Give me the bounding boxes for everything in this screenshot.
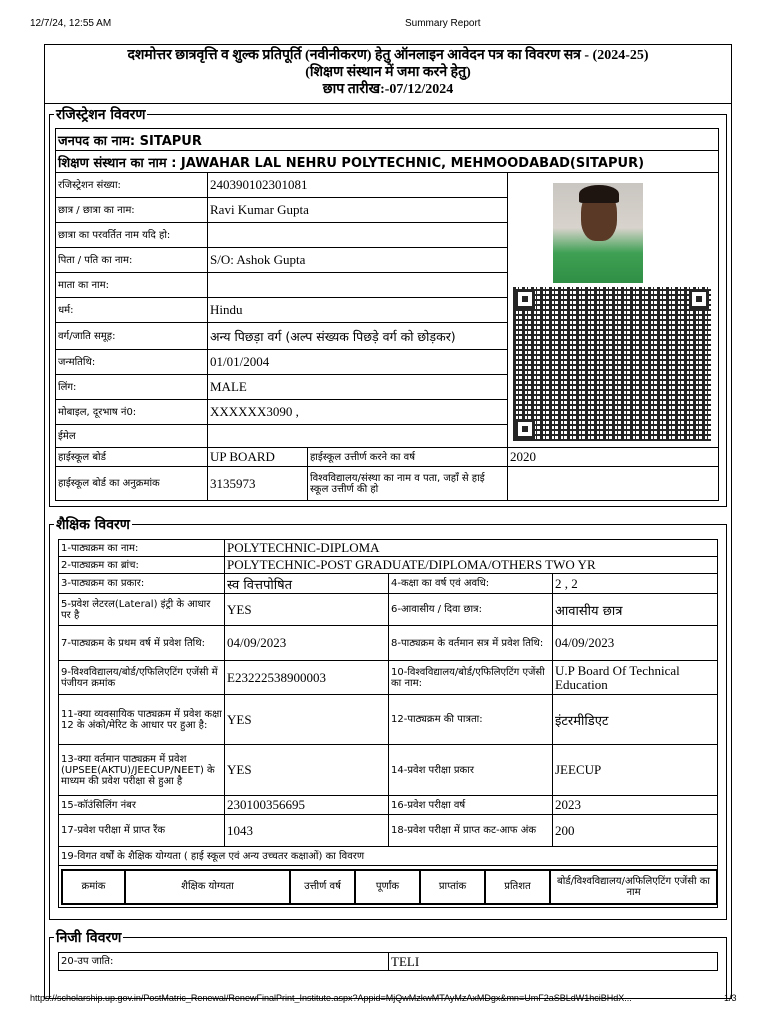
acad-label-3: 3-पाठ्यक्रम का प्रकार: xyxy=(59,574,225,594)
reg-label-8: लिंग: xyxy=(56,375,208,400)
history-header-pass-year: उत्तीर्ण वर्ष xyxy=(290,870,355,904)
subcaste-label: 20-उप जाति: xyxy=(59,953,389,971)
acad-label-11: 11-क्या व्यवसायिक पाठ्यक्रम में प्रवेश कक्षा 12 के अंको/मेरिट के आधार पर हुआ है: xyxy=(59,695,225,745)
acad-value-4: 2 , 2 xyxy=(553,574,718,594)
reg-label-3: पिता / पति का नाम: xyxy=(56,248,208,273)
reg-value-0: 240390102301081 xyxy=(208,173,508,198)
branch-value: POLYTECHNIC-POST GRADUATE/DIPLOMA/OTHERS TWO YR xyxy=(225,557,718,574)
acad-label-6: 6-आवासीय / दिवा छात्र: xyxy=(389,594,553,626)
reg-value-7: 01/01/2004 xyxy=(208,350,508,375)
registration-legend: रजिस्ट्रेशन विवरण xyxy=(56,107,146,123)
district-name: जनपद का नाम: SITAPUR xyxy=(56,129,719,151)
history-header-board: बोर्ड/विश्वविद्यालय/अफिलिएटिंग एजेंसी का नाम xyxy=(550,870,717,904)
acad-value-9: E23222538900003 xyxy=(225,661,389,695)
acad-label-15: 15-कॉउंसिलिंग नंबर xyxy=(59,796,225,815)
acad-label-10: 10-विश्वविद्यालय/बोर्ड/एफिलिएटिंग एजेंसी का नाम: xyxy=(389,661,553,695)
reg-label-10: ईमेल xyxy=(56,425,208,448)
board-value: UP BOARD xyxy=(208,448,308,467)
reg-label-7: जन्मतिथि: xyxy=(56,350,208,375)
reg-value-10 xyxy=(208,425,508,448)
personal-table xyxy=(58,952,718,971)
history-header-qualification: शैक्षिक योग्यता xyxy=(125,870,290,904)
reg-value-5: Hindu xyxy=(208,298,508,323)
acad-label-9: 9-विश्वविद्यालय/बोर्ड/एफिलिएटिंग एजेंसी में पंजीयन क्रमांक xyxy=(59,661,225,695)
qr-code-image xyxy=(513,287,711,441)
univ-label: विश्वविद्यालय/संस्था का नाम व पता, जहाँ से हाई स्कूल उत्तीर्ण की हो xyxy=(308,467,508,501)
institution-name: शिक्षण संस्थान का नाम : JAWAHAR LAL NEHRU POLYTECHNIC, MEHMOODABAD(SITAPUR) xyxy=(56,151,719,173)
browser-datetime: 12/7/24, 12:55 AM xyxy=(30,18,112,29)
acad-value-3: स्व वित्तपोषित xyxy=(225,574,389,594)
history-header-obtained: प्राप्तांक xyxy=(420,870,485,904)
acad-value-7: 04/09/2023 xyxy=(225,626,389,661)
pass-year-value: 2020 xyxy=(508,448,719,467)
acad-value-10: U.P Board Of Technical Education xyxy=(553,661,718,695)
acad-value-15: 230100356695 xyxy=(225,796,389,815)
personal-legend: निजी विवरण xyxy=(56,930,122,946)
print-date: छाप तारीख:-07/12/2024 xyxy=(322,82,454,97)
reg-value-2 xyxy=(208,223,508,248)
roll-label: हाईस्कूल बोर्ड का अनुक्रमांक xyxy=(56,467,208,501)
course-name-label: 1-पाठ्यक्रम का नाम: xyxy=(59,540,225,557)
history-label: 19-विगत वर्षों के शैक्षिक योग्यता ( हाई स्कूल एवं अन्य उच्चतर कक्षाओं) का विवरण xyxy=(59,847,718,866)
board-label: हाईस्कूल बोर्ड xyxy=(56,448,208,467)
acad-value-14: JEECUP xyxy=(553,745,718,796)
acad-value-8: 04/09/2023 xyxy=(553,626,718,661)
acad-label-5: 5-प्रवेश लेटरल(Lateral) इंट्री के आधार पर है xyxy=(59,594,225,626)
qr-finder-tl xyxy=(515,289,535,309)
acad-value-5: YES xyxy=(225,594,389,626)
reg-label-9: मोबाइल, दूरभाष नं0: xyxy=(56,400,208,425)
acad-label-14: 14-प्रवेश परीक्षा प्रकार xyxy=(389,745,553,796)
history-container xyxy=(59,866,718,908)
reg-value-3: S/O: Ashok Gupta xyxy=(208,248,508,273)
reg-label-1: छात्र / छात्रा का नाम: xyxy=(56,198,208,223)
subcaste-value: TELI xyxy=(389,953,718,971)
acad-label-17: 17-प्रवेश परीक्षा में प्राप्त रैंक xyxy=(59,815,225,847)
reg-value-8: MALE xyxy=(208,375,508,400)
acad-label-7: 7-पाठ्यक्रम के प्रथम वर्ष में प्रवेश तिथि: xyxy=(59,626,225,661)
history-header-percent: प्रतिशत xyxy=(485,870,550,904)
student-photo xyxy=(553,183,643,283)
history-header-serial: क्रमांक xyxy=(62,870,125,904)
acad-value-18: 200 xyxy=(553,815,718,847)
acad-label-8: 8-पाठ्यक्रम के वर्तमान सत्र में प्रवेश तिथि: xyxy=(389,626,553,661)
browser-url: https://scholarship.up.gov.in/PostMatric_Renewal/RenewFinalPrint_Institute.aspx?Appid=MjQwMzkwMTAyMzAxMDgx&mn=UmF2aSBLdW1hciBHdX... xyxy=(30,993,632,1003)
reg-value-9: XXXXXX3090 , xyxy=(208,400,508,425)
acad-label-13: 13-क्या वर्तमान पाठ्यक्रम में प्रवेश (UPSEE(AKTU)/JEECUP/NEET) के माध्यम की प्रवेश परीक्षा से हुआ है xyxy=(59,745,225,796)
course-name-value: POLYTECHNIC-DIPLOMA xyxy=(225,540,718,557)
acad-value-11: YES xyxy=(225,695,389,745)
acad-label-12: 12-पाठ्यक्रम की पात्रता: xyxy=(389,695,553,745)
acad-value-17: 1043 xyxy=(225,815,389,847)
reg-value-4 xyxy=(208,273,508,298)
reg-label-0: रजिस्ट्रेशन संख्या: xyxy=(56,173,208,198)
reg-value-1: Ravi Kumar Gupta xyxy=(208,198,508,223)
acad-value-13: YES xyxy=(225,745,389,796)
pass-year-label: हाईस्कूल उत्तीर्ण करने का वर्ष xyxy=(308,448,508,467)
acad-label-4: 4-कक्षा का वर्ष एवं अवधि: xyxy=(389,574,553,594)
history-table xyxy=(61,869,718,905)
acad-value-16: 2023 xyxy=(553,796,718,815)
browser-page-num: 1/3 xyxy=(724,993,737,1003)
academic-legend: शैक्षिक विवरण xyxy=(56,517,130,533)
history-header-max-marks: पूर्णांक xyxy=(355,870,420,904)
report-title: दशमोत्तर छात्रवृत्ति व शुल्क प्रतिपूर्ति (नवीनीकरण) हेतु ऑनलाइन आवेदन पत्र का विवरण सत्र - (2024-25) xyxy=(127,48,649,63)
reg-label-5: धर्म: xyxy=(56,298,208,323)
reg-label-2: छात्रा का परवर्तित नाम यदि हो: xyxy=(56,223,208,248)
acad-value-6: आवासीय छात्र xyxy=(553,594,718,626)
academic-table xyxy=(58,539,718,908)
report-header xyxy=(45,45,731,104)
univ-value xyxy=(508,467,719,501)
photo-hair xyxy=(579,185,619,203)
report-subtitle: (शिक्षण संस्थान में जमा करने हेतु) xyxy=(305,65,471,80)
reg-value-6: अन्य पिछड़ा वर्ग (अल्प संख्यक पिछड़े वर्ग को छोड़कर) xyxy=(208,323,508,350)
qr-finder-bl xyxy=(515,419,535,439)
branch-label: 2-पाठ्यक्रम का ब्रांच: xyxy=(59,557,225,574)
acad-label-18: 18-प्रवेश परीक्षा में प्राप्त कट-आफ अंक xyxy=(389,815,553,847)
acad-value-12: इंटरमीडिएट xyxy=(553,695,718,745)
reg-label-6: वर्ग/जाति समूह: xyxy=(56,323,208,350)
browser-page-title: Summary Report xyxy=(405,18,481,29)
reg-label-4: माता का नाम: xyxy=(56,273,208,298)
roll-value: 3135973 xyxy=(208,467,308,501)
qr-finder-tr xyxy=(689,289,709,309)
acad-label-16: 16-प्रवेश परीक्षा वर्ष xyxy=(389,796,553,815)
